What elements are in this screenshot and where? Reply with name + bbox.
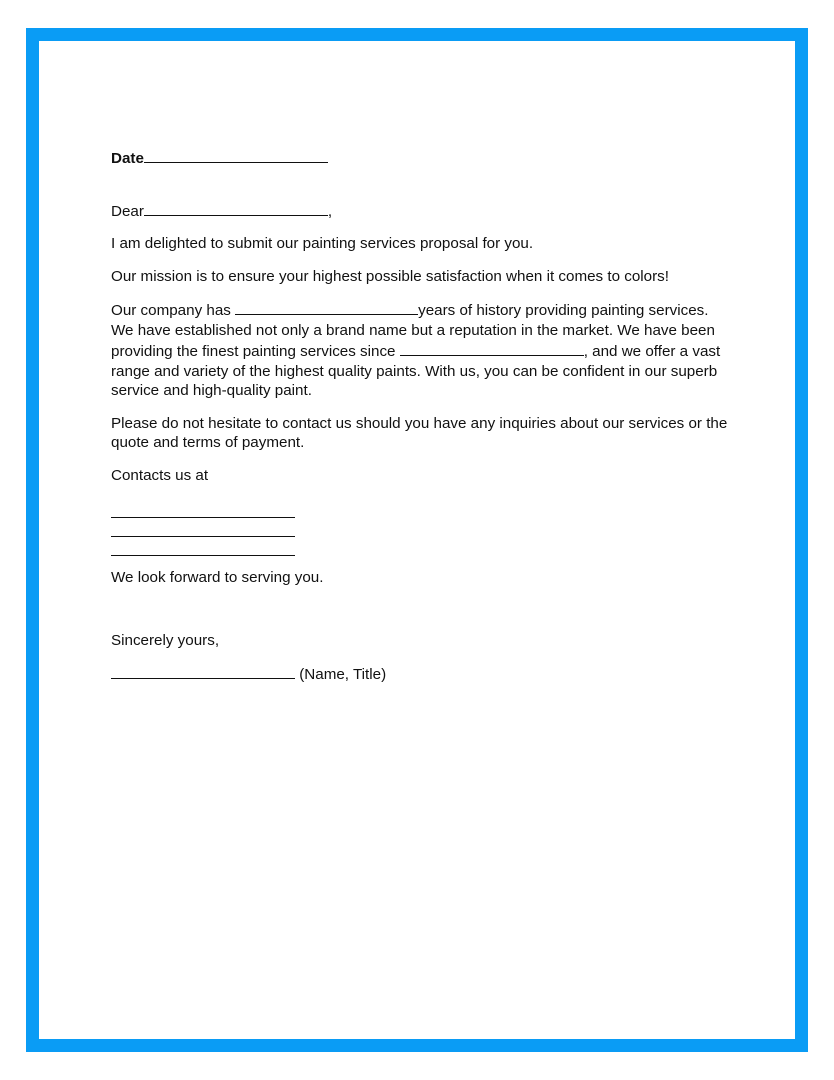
salutation bbox=[111, 200, 731, 222]
history-text-1: Our company has bbox=[111, 302, 236, 319]
mission-paragraph: Our mission is to ensure your highest possible satisfaction when it comes to colors! bbox=[111, 267, 669, 285]
since-blank[interactable] bbox=[400, 340, 584, 356]
date-label: Date bbox=[111, 150, 144, 167]
closing-line: We look forward to serving you. bbox=[111, 569, 324, 586]
history-text-2: years of history providing painting services. We have established not only a brand name but a reputation in the market. We have been providing the finest painting services since bbox=[111, 302, 715, 360]
letter-body bbox=[111, 147, 731, 685]
contact-line-blank[interactable] bbox=[111, 518, 295, 537]
history-paragraph bbox=[111, 299, 731, 401]
contact-lines bbox=[111, 499, 731, 556]
signature-blank[interactable] bbox=[111, 663, 295, 679]
history-text-3: , and we offer a vast range and variety of the highest quality paints. With us, you can be confident in our superb service and high-quality paint. bbox=[111, 343, 721, 399]
contact-request-paragraph: Please do not hesitate to contact us should you have any inquiries about our services or the quote and terms of payment. bbox=[111, 414, 728, 451]
signature-hint: (Name, Title) bbox=[295, 666, 387, 683]
contact-line-blank[interactable] bbox=[111, 499, 295, 518]
dear-suffix: , bbox=[327, 202, 333, 220]
recipient-blank[interactable] bbox=[144, 200, 328, 216]
contact-line-blank[interactable] bbox=[111, 537, 295, 556]
date-line bbox=[111, 147, 731, 169]
signature-line bbox=[111, 663, 731, 685]
date-blank[interactable] bbox=[144, 147, 328, 163]
sign-off: Sincerely yours, bbox=[111, 631, 220, 649]
years-blank[interactable] bbox=[235, 299, 418, 315]
dear-label: Dear bbox=[111, 202, 144, 220]
intro-paragraph: I am delighted to submit our painting services proposal for you. bbox=[111, 235, 534, 252]
contacts-label: Contacts us at bbox=[111, 466, 209, 484]
